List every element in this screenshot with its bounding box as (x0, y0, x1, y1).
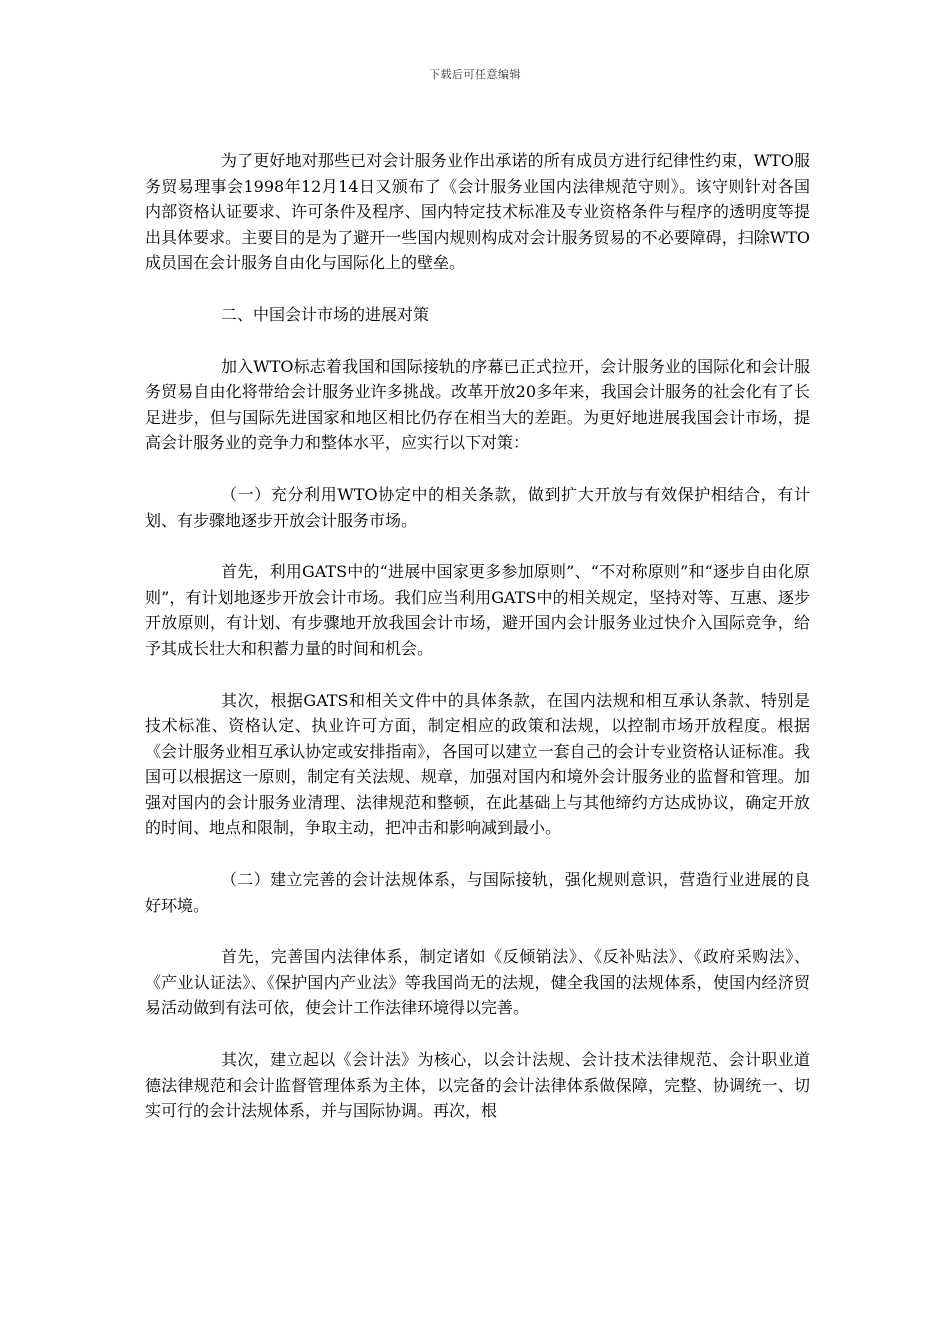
page-header-note: 下载后可任意编辑 (429, 68, 521, 81)
document-body (145, 148, 810, 1150)
subheading-1: （一）充分利用WTO协定中的相关条款，做到扩大开放与有效保护相结合，有计划、有步骤地逐步开放会计服务市场。 (145, 484, 810, 530)
paragraph-accounting-law: 其次，建立起以《会计法》为核心，以会计法规、会计技术法律规范、会计职业道德法律规范和会计监督管理体系为主体，以完备的会计法律体系做保障，完整、协调统一、切实可行的会计法规体系，并与国际协调。再次，根 (145, 1050, 810, 1121)
paragraph-wto-code: 为了更好地对那些已对会计服务业作出承诺的所有成员方进行纪律性约束，WTO服务贸易理事会1998年12月14日又颁布了《会计服务业国内法律规范守则》。该守则针对各国内部资格认证要求、许可条件及程序、国内特定技术标准及专业资格条件与程序的透明度等提出具体要求。主要目的是为了避开一些国内规则构成对会计服务贸易的不必要障碍，扫除WTO成员国在会计服务自由化与国际化上的壁垒。 (145, 151, 810, 273)
subheading-2: （二）建立完善的会计法规体系，与国际接轨，强化规则意识，营造行业进展的良好环境。 (145, 870, 810, 915)
paragraph-gats-principles: 首先，利用GATS中的“进展中国家更多参加原则”、“不对称原则”和“逐步自由化原则”，有计划地逐步开放会计市场。我们应当利用GATS中的相关规定，坚持对等、互惠、逐步开放原则，有计划、有步骤地开放我国会计市场，避开国内会计服务业过快介入国际竞争，给予其成长壮大和积蓄力量的时间和机会。 (145, 562, 810, 658)
section-heading-2: 二、中国会计市场的进展对策 (221, 304, 430, 324)
paragraph-legal-system: 首先，完善国内法律体系，制定诸如《反倾销法》、《反补贴法》、《政府采购法》、《产业认证法》、《保护国内产业法》等我国尚无的法规，健全我国的法规体系，使国内经济贸易活动做到有法可依，使会计工作法律环境得以完善。 (145, 947, 810, 1018)
paragraph-wto-accession: 加入WTO标志着我国和国际接轨的序幕已正式拉开，会计服务业的国际化和会计服务贸易自由化将带给会计服务业许多挑战。改革开放20多年来，我国会计服务的社会化有了长足进步，但与国际先进国家和地区相比仍存在相当大的差距。为更好地进展我国会计市场，提高会计服务业的竞争力和整体水平，应实行以下对策： (145, 356, 810, 453)
paragraph-gats-clauses: 其次，根据GATS和相关文件中的具体条款，在国内法规和相互承认条款、特别是技术标准、资格认定、执业许可方面，制定相应的政策和法规，以控制市场开放程度。根据《会计服务业相互承认协定或安排指南》，各国可以建立一套自己的会计专业资格认证标准。我国可以根据这一原则，制定有关法规、规章，加强对国内和境外会计服务业的监督和管理。加强对国内的会计服务业清理、法律规范和整顿，在此基础上与其他缔约方达成协议，确定开放的时间、地点和限制，争取主动，把冲击和影响减到最小。 (145, 690, 810, 838)
